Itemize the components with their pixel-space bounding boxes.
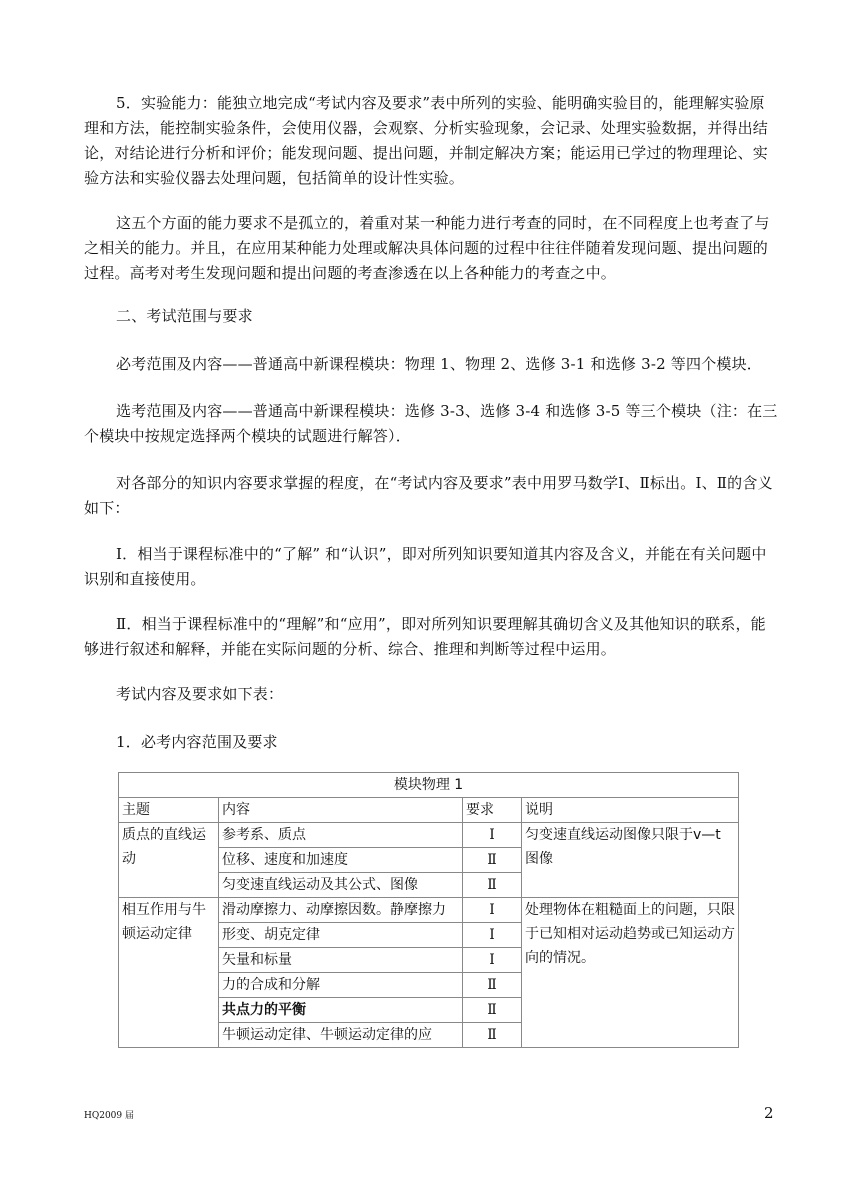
header-level: 要求 (463, 798, 522, 823)
paragraph-experiment-ability: 5．实验能力：能独立地完成“考试内容及要求”表中所列的实验、能明确实验目的，能理解实验原理和方法，能控制实验条件，会使用仪器，会观察、分析实验现象，会记录、处理实验数据，并得出结论，对结论进行分析和评价；能发现问题、提出问题，并制定解决方案；能运用已学过的物理理论、实验方法和实验仪器去处理问题，包括简单的设计性实验。 (84, 94, 769, 187)
note-cell: 处理物体在粗糙面上的问题，只限于已知相对运动趋势或已知运动方向的情况。 (522, 898, 739, 1048)
level-cell: Ⅰ (463, 898, 522, 923)
paragraph-level-marking: 对各部分的知识内容要求掌握的程度，在“考试内容及要求”表中用罗马数学Ⅰ、Ⅱ标出。Ⅰ、Ⅱ的含义如下： (84, 474, 773, 517)
note-cell: 匀变速直线运动图像只限于v—t 图像 (522, 823, 739, 898)
paragraph-level-1: Ⅰ．相当于课程标准中的“了解” 和“认识”，即对所列知识要知道其内容及含义，并能在有关问题中识别和直接使用。 (84, 545, 767, 588)
requirements-table (118, 772, 739, 1048)
table-title: 模块物理 1 (119, 773, 739, 798)
header-note: 说明 (522, 798, 739, 823)
paragraph-ability-summary: 这五个方面的能力要求不是孤立的，着重对某一种能力进行考查的同时，在不同程度上也考查了与之相关的能力。并且，在应用某种能力处理或解决具体问题的过程中往往伴随着发现问题、提出问题的过程。高考对考生发现问题和提出问题的考查渗透在以上各种能力的考查之中。 (84, 214, 770, 282)
content-cell: 形变、胡克定律 (219, 923, 463, 948)
section-heading-scope: 二、考试范围与要求 (116, 307, 253, 325)
paragraph-table-intro: 考试内容及要求如下表： (116, 685, 284, 703)
paragraph-required-content-heading: 1．必考内容范围及要求 (116, 733, 278, 751)
level-cell: Ⅰ (463, 923, 522, 948)
topic-cell: 相互作用与牛顿运动定律 (119, 898, 219, 1048)
level-cell: Ⅱ (463, 973, 522, 998)
content-cell: 匀变速直线运动及其公式、图像 (219, 873, 463, 898)
content-cell: 位移、速度和加速度 (219, 848, 463, 873)
table-row (119, 898, 739, 923)
content-cell: 牛顿运动定律、牛顿运动定律的应 (219, 1023, 463, 1048)
table-header-row (119, 798, 739, 823)
level-cell: Ⅱ (463, 873, 522, 898)
table-row (119, 823, 739, 848)
page-number: 2 (764, 1104, 774, 1122)
paragraph-elective-scope: 选考范围及内容——普通高中新课程模块：选修 3-3、选修 3-4 和选修 3-5 等三个模块（注：在三个模块中按规定选择两个模块的试题进行解答）． (84, 402, 778, 445)
footer-label: HQ2009 届 (84, 1111, 134, 1121)
header-content: 内容 (219, 798, 463, 823)
level-cell: Ⅱ (463, 1023, 522, 1048)
content-cell: 矢量和标量 (219, 948, 463, 973)
content-cell: 力的合成和分解 (219, 973, 463, 998)
level-cell: Ⅰ (463, 948, 522, 973)
paragraph-level-2: Ⅱ．相当于课程标准中的“理解”和“应用”，即对所列知识要理解其确切含义及其他知识的联系，能够进行叙述和解释，并能在实际问题的分析、综合、推理和判断等过程中运用。 (84, 615, 766, 658)
content-cell: 共点力的平衡 (219, 998, 463, 1023)
header-topic: 主题 (119, 798, 219, 823)
content-cell: 滑动摩擦力、动摩擦因数。静摩擦力 (219, 898, 463, 923)
level-cell: Ⅱ (463, 848, 522, 873)
content-cell: 参考系、质点 (219, 823, 463, 848)
level-cell: Ⅱ (463, 998, 522, 1023)
topic-cell: 质点的直线运动 (119, 823, 219, 898)
table-title-row (119, 773, 739, 798)
level-cell: Ⅰ (463, 823, 522, 848)
paragraph-required-scope: 必考范围及内容——普通高中新课程模块：物理 1、物理 2、选修 3-1 和选修 3-2 等四个模块． (116, 355, 763, 373)
